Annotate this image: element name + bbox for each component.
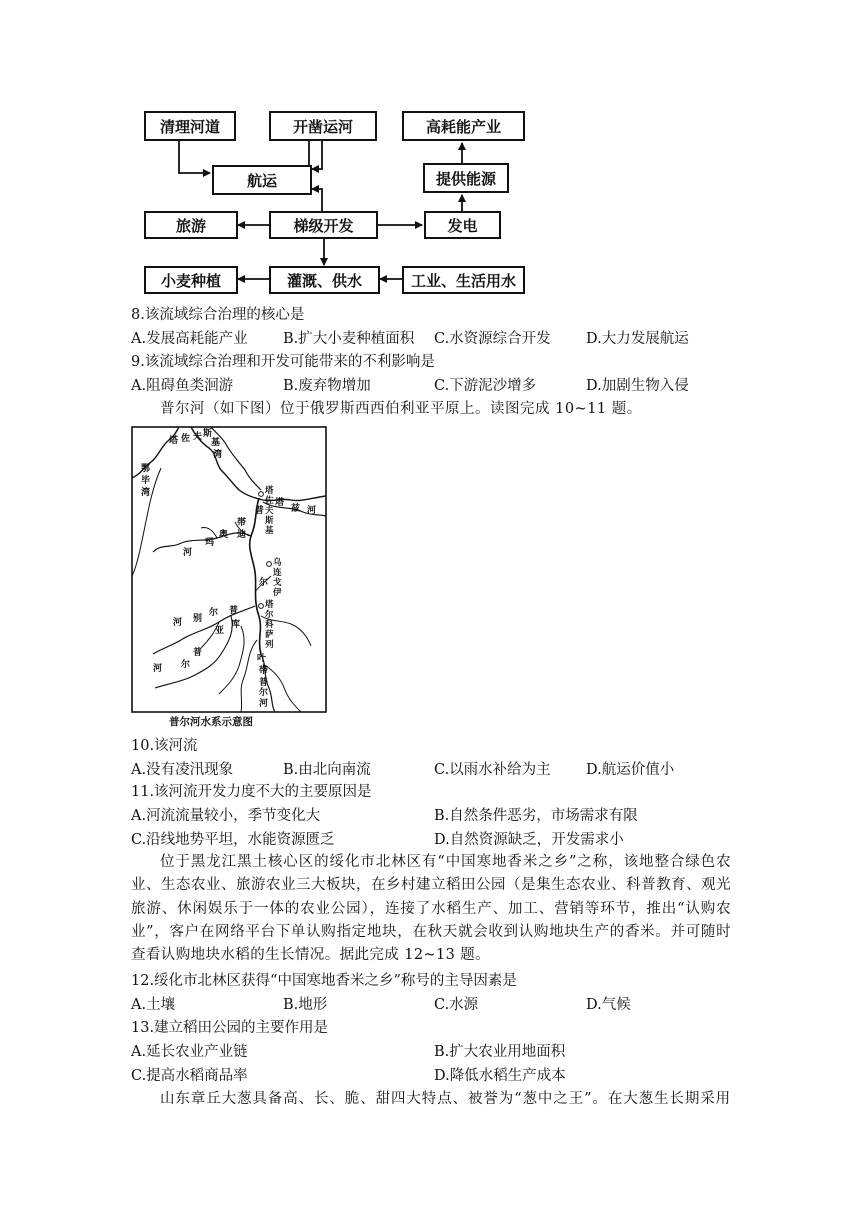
passage-questions-12-13: 位于黑龙江黑土核心区的绥化市北林区有“中国寒地香米之乡”之称，该地整合绿色农业、生态农业、旅游农业三大板块，在乡村建立稻田公园（是集生态农业、科普教育、观光旅游、休闲娱乐于一体的农业公园），连接了水稻生产、加工、营销等环节，推出“认购农业”，客户在网络平台下单认购指定地块，在秋天就会收到认购地块生产的香米。并可随时查看认购地块水稻的生长情况。据此完成 12~13 题。 bbox=[131, 854, 731, 964]
map-label: 普 bbox=[255, 506, 265, 516]
intro-questions-10-11: 普尔河（如下图）位于俄罗斯西西伯利亚平原上。读图完成 10~11 题。 bbox=[160, 401, 642, 417]
question-11-option-a[interactable]: A.河流流量较小，季节变化大 bbox=[131, 808, 321, 824]
map-label: 鄂 bbox=[141, 464, 151, 474]
question-13-option-b[interactable]: B.扩大农业用地面积 bbox=[434, 1044, 566, 1060]
question-12-stem: 12.绥化市北林区获得“中国寒地香米之乡”称号的主导因素是 bbox=[131, 973, 517, 989]
map-label-town: 塔佐夫斯基 bbox=[265, 486, 274, 536]
question-11-option-b[interactable]: B.自然条件恶劣，市场需求有限 bbox=[434, 808, 638, 824]
box-wheat-planting: 小麦种植 bbox=[144, 266, 238, 294]
question-13-option-d[interactable]: D.降低水稻生产成本 bbox=[434, 1068, 566, 1084]
map-label: 河 bbox=[173, 618, 183, 628]
map-label: 湾 bbox=[213, 450, 223, 460]
map-label: 普 bbox=[259, 678, 269, 688]
map-label: 迪 bbox=[237, 530, 247, 540]
map-label: 帯 bbox=[259, 666, 269, 676]
map-label: 叶 bbox=[257, 654, 267, 664]
question-10-option-a[interactable]: A.没有凌汛现象 bbox=[131, 762, 234, 778]
question-9-stem: 9.该流域综合治理和开发可能带来的不利影响是 bbox=[131, 354, 435, 370]
map-caption: 普尔河水系示意图 bbox=[169, 716, 253, 728]
map-label: 河 bbox=[153, 664, 163, 674]
map-label: 尔 bbox=[181, 660, 191, 670]
pur-river-map bbox=[131, 426, 328, 732]
box-power-generation: 发电 bbox=[424, 211, 501, 239]
map-label: 塔 bbox=[275, 498, 285, 508]
map-label: 河 bbox=[259, 699, 269, 709]
box-supply-energy: 提供能源 bbox=[423, 163, 509, 193]
river-map-drawing bbox=[131, 426, 328, 732]
box-industrial-domestic-water: 工业、生活用水 bbox=[402, 266, 525, 294]
map-label: 夫 bbox=[193, 432, 203, 442]
question-10-option-c[interactable]: C.以雨水补给为主 bbox=[434, 762, 551, 778]
box-canal: 开凿运河 bbox=[269, 111, 377, 141]
map-label: 塔 bbox=[169, 436, 179, 446]
map-label: 河 bbox=[307, 506, 317, 516]
question-10-option-b[interactable]: B.由北向南流 bbox=[283, 762, 371, 778]
map-label: 普 bbox=[193, 648, 203, 658]
box-tourism: 旅游 bbox=[144, 211, 238, 239]
question-8-option-c[interactable]: C.水资源综合开发 bbox=[434, 331, 551, 347]
map-label: 尔 bbox=[209, 608, 219, 618]
question-13-stem: 13.建立稻田公园的主要作用是 bbox=[131, 1020, 329, 1036]
map-label: 帯 bbox=[237, 518, 247, 528]
passage-zhangqiu-scallion: 山东章丘大葱具备高、长、脆、甜四大特点、被誉为“葱中之王”。在大葱生长期采用 bbox=[160, 1091, 732, 1107]
map-label: 尔 bbox=[259, 688, 269, 698]
box-high-energy-industry: 高耗能产业 bbox=[402, 111, 525, 141]
map-label: 兹 bbox=[291, 504, 301, 514]
question-11-option-d[interactable]: D.自然资源缺乏，开发需求小 bbox=[434, 832, 624, 848]
map-label: 毕 bbox=[141, 476, 151, 486]
map-label: 库 bbox=[231, 620, 241, 630]
question-11-option-c[interactable]: C.沿线地势平坦，水能资源匮乏 bbox=[131, 832, 335, 848]
map-label: 湾 bbox=[141, 488, 151, 498]
question-12-option-c[interactable]: C.水源 bbox=[434, 997, 479, 1013]
map-label: 斯 bbox=[203, 429, 213, 439]
question-8-option-b[interactable]: B.扩大小麦种植面积 bbox=[283, 331, 415, 347]
development-flow-diagram bbox=[134, 103, 544, 303]
map-label: 别 bbox=[193, 614, 203, 624]
question-9-option-c[interactable]: C.下游泥沙增多 bbox=[434, 378, 537, 394]
map-label: 玛 bbox=[205, 538, 215, 548]
box-shipping: 航运 bbox=[212, 165, 312, 195]
question-9-option-b[interactable]: B.废弃物增加 bbox=[283, 378, 371, 394]
question-8-option-d[interactable]: D.大力发展航运 bbox=[586, 331, 689, 347]
box-cascade-development: 梯级开发 bbox=[269, 211, 378, 239]
box-clear-river: 清理河道 bbox=[144, 111, 236, 141]
question-11-stem: 11.该河流开发力度不大的主要原因是 bbox=[131, 784, 372, 800]
question-10-option-d[interactable]: D.航运价值小 bbox=[586, 762, 675, 778]
map-label: 基 bbox=[211, 438, 221, 448]
question-12-option-a[interactable]: A.土壤 bbox=[131, 997, 176, 1013]
question-9-option-d[interactable]: D.加剧生物入侵 bbox=[586, 378, 689, 394]
question-8-option-a[interactable]: A.发展高耗能产业 bbox=[131, 331, 248, 347]
map-label-town: 塔尔科萨列 bbox=[265, 600, 274, 650]
map-label: 普 bbox=[229, 606, 239, 616]
box-irrigation-water-supply: 灌溉、供水 bbox=[269, 266, 380, 294]
map-label-town: 乌连戈伊 bbox=[273, 558, 282, 598]
map-label: 佐 bbox=[181, 434, 191, 444]
map-label: 亚 bbox=[215, 626, 225, 636]
map-label: 尔 bbox=[259, 578, 269, 588]
map-label: 奥 bbox=[219, 530, 229, 540]
question-12-option-b[interactable]: B.地形 bbox=[283, 997, 328, 1013]
map-label: 河 bbox=[183, 548, 193, 558]
question-13-option-c[interactable]: C.提高水稻商品率 bbox=[131, 1068, 248, 1084]
question-9-option-a[interactable]: A.阻碍鱼类洄游 bbox=[131, 378, 234, 394]
question-10-stem: 10.该河流 bbox=[131, 738, 198, 754]
question-8-stem: 8.该流域综合治理的核心是 bbox=[131, 307, 305, 323]
question-13-option-a[interactable]: A.延长农业产业链 bbox=[131, 1044, 248, 1060]
question-12-option-d[interactable]: D.气候 bbox=[586, 997, 631, 1013]
